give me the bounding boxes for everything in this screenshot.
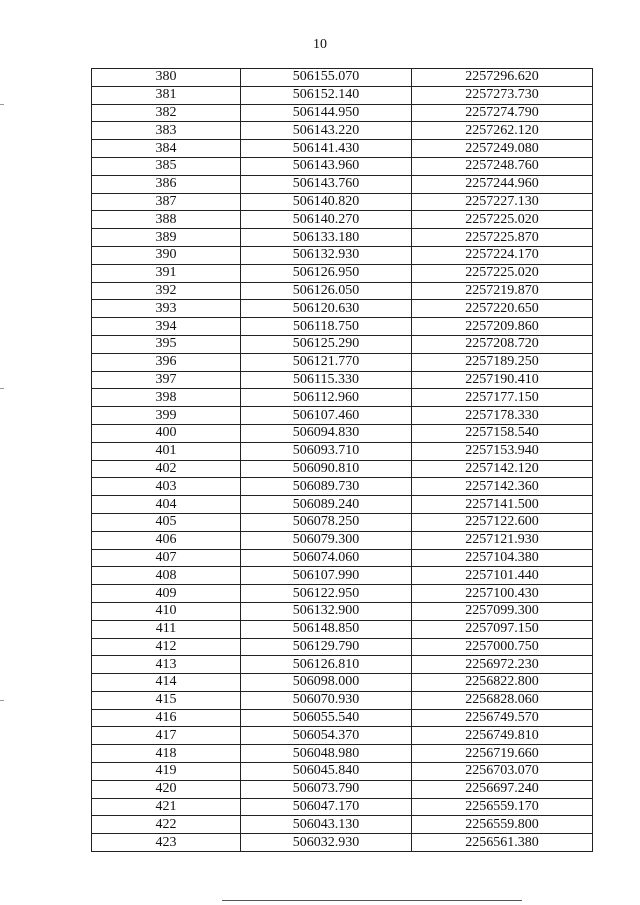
x-coordinate-cell: 506048.980 bbox=[241, 745, 412, 763]
point-number-cell: 401 bbox=[92, 442, 241, 460]
y-coordinate-cell: 2257225.020 bbox=[412, 264, 593, 282]
point-number-cell: 418 bbox=[92, 745, 241, 763]
x-coordinate-cell: 506089.730 bbox=[241, 478, 412, 496]
x-coordinate-cell: 506122.950 bbox=[241, 585, 412, 603]
table-row bbox=[92, 175, 593, 193]
point-number-cell: 392 bbox=[92, 282, 241, 300]
point-number-cell: 390 bbox=[92, 246, 241, 264]
y-coordinate-cell: 2257158.540 bbox=[412, 424, 593, 442]
x-coordinate-cell: 506129.790 bbox=[241, 638, 412, 656]
coordinates-table bbox=[91, 68, 593, 852]
table-row bbox=[92, 656, 593, 674]
point-number-cell: 391 bbox=[92, 264, 241, 282]
table-row bbox=[92, 478, 593, 496]
table-row bbox=[92, 709, 593, 727]
point-number-cell: 396 bbox=[92, 353, 241, 371]
y-coordinate-cell: 2257142.120 bbox=[412, 460, 593, 478]
point-number-cell: 405 bbox=[92, 513, 241, 531]
point-number-cell: 422 bbox=[92, 816, 241, 834]
y-coordinate-cell: 2257178.330 bbox=[412, 407, 593, 425]
table-row bbox=[92, 727, 593, 745]
x-coordinate-cell: 506120.630 bbox=[241, 300, 412, 318]
y-coordinate-cell: 2257248.760 bbox=[412, 157, 593, 175]
table-row bbox=[92, 798, 593, 816]
point-number-cell: 411 bbox=[92, 620, 241, 638]
point-number-cell: 385 bbox=[92, 157, 241, 175]
table-row bbox=[92, 407, 593, 425]
y-coordinate-cell: 2256561.380 bbox=[412, 834, 593, 852]
x-coordinate-cell: 506089.240 bbox=[241, 496, 412, 514]
x-coordinate-cell: 506112.960 bbox=[241, 389, 412, 407]
y-coordinate-cell: 2257225.020 bbox=[412, 211, 593, 229]
point-number-cell: 417 bbox=[92, 727, 241, 745]
y-coordinate-cell: 2256749.810 bbox=[412, 727, 593, 745]
coordinates-table-body bbox=[92, 69, 593, 852]
point-number-cell: 400 bbox=[92, 424, 241, 442]
point-number-cell: 395 bbox=[92, 335, 241, 353]
table-row bbox=[92, 282, 593, 300]
x-coordinate-cell: 506074.060 bbox=[241, 549, 412, 567]
point-number-cell: 398 bbox=[92, 389, 241, 407]
x-coordinate-cell: 506107.460 bbox=[241, 407, 412, 425]
x-coordinate-cell: 506144.950 bbox=[241, 104, 412, 122]
point-number-cell: 413 bbox=[92, 656, 241, 674]
table-row bbox=[92, 157, 593, 175]
point-number-cell: 420 bbox=[92, 780, 241, 798]
x-coordinate-cell: 506078.250 bbox=[241, 513, 412, 531]
point-number-cell: 419 bbox=[92, 763, 241, 781]
y-coordinate-cell: 2257141.500 bbox=[412, 496, 593, 514]
x-coordinate-cell: 506118.750 bbox=[241, 318, 412, 336]
table-row bbox=[92, 780, 593, 798]
table-row bbox=[92, 602, 593, 620]
point-number-cell: 388 bbox=[92, 211, 241, 229]
x-coordinate-cell: 506152.140 bbox=[241, 86, 412, 104]
x-coordinate-cell: 506140.820 bbox=[241, 193, 412, 211]
y-coordinate-cell: 2257249.080 bbox=[412, 140, 593, 158]
bottom-rule bbox=[222, 900, 522, 901]
x-coordinate-cell: 506126.810 bbox=[241, 656, 412, 674]
table-row bbox=[92, 264, 593, 282]
x-coordinate-cell: 506032.930 bbox=[241, 834, 412, 852]
y-coordinate-cell: 2256697.240 bbox=[412, 780, 593, 798]
x-coordinate-cell: 506073.790 bbox=[241, 780, 412, 798]
x-coordinate-cell: 506121.770 bbox=[241, 353, 412, 371]
x-coordinate-cell: 506143.220 bbox=[241, 122, 412, 140]
y-coordinate-cell: 2257142.360 bbox=[412, 478, 593, 496]
y-coordinate-cell: 2257122.600 bbox=[412, 513, 593, 531]
point-number-cell: 393 bbox=[92, 300, 241, 318]
table-row bbox=[92, 674, 593, 692]
table-row bbox=[92, 193, 593, 211]
table-row bbox=[92, 442, 593, 460]
y-coordinate-cell: 2257104.380 bbox=[412, 549, 593, 567]
y-coordinate-cell: 2257296.620 bbox=[412, 69, 593, 87]
x-coordinate-cell: 506107.990 bbox=[241, 567, 412, 585]
point-number-cell: 381 bbox=[92, 86, 241, 104]
x-coordinate-cell: 506125.290 bbox=[241, 335, 412, 353]
point-number-cell: 397 bbox=[92, 371, 241, 389]
table-row bbox=[92, 638, 593, 656]
x-coordinate-cell: 506115.330 bbox=[241, 371, 412, 389]
point-number-cell: 382 bbox=[92, 104, 241, 122]
y-coordinate-cell: 2257100.430 bbox=[412, 585, 593, 603]
table-row bbox=[92, 763, 593, 781]
x-coordinate-cell: 506132.930 bbox=[241, 246, 412, 264]
x-coordinate-cell: 506054.370 bbox=[241, 727, 412, 745]
point-number-cell: 384 bbox=[92, 140, 241, 158]
point-number-cell: 399 bbox=[92, 407, 241, 425]
y-coordinate-cell: 2257153.940 bbox=[412, 442, 593, 460]
y-coordinate-cell: 2257224.170 bbox=[412, 246, 593, 264]
table-row bbox=[92, 691, 593, 709]
y-coordinate-cell: 2257101.440 bbox=[412, 567, 593, 585]
x-coordinate-cell: 506045.840 bbox=[241, 763, 412, 781]
y-coordinate-cell: 2257274.790 bbox=[412, 104, 593, 122]
table-row bbox=[92, 211, 593, 229]
point-number-cell: 414 bbox=[92, 674, 241, 692]
table-row bbox=[92, 745, 593, 763]
table-row bbox=[92, 816, 593, 834]
x-coordinate-cell: 506090.810 bbox=[241, 460, 412, 478]
point-number-cell: 416 bbox=[92, 709, 241, 727]
y-coordinate-cell: 2256822.800 bbox=[412, 674, 593, 692]
x-coordinate-cell: 506070.930 bbox=[241, 691, 412, 709]
point-number-cell: 380 bbox=[92, 69, 241, 87]
y-coordinate-cell: 2257000.750 bbox=[412, 638, 593, 656]
x-coordinate-cell: 506126.950 bbox=[241, 264, 412, 282]
point-number-cell: 394 bbox=[92, 318, 241, 336]
point-number-cell: 386 bbox=[92, 175, 241, 193]
point-number-cell: 383 bbox=[92, 122, 241, 140]
x-coordinate-cell: 506148.850 bbox=[241, 620, 412, 638]
y-coordinate-cell: 2257244.960 bbox=[412, 175, 593, 193]
table-row bbox=[92, 496, 593, 514]
x-coordinate-cell: 506126.050 bbox=[241, 282, 412, 300]
table-row bbox=[92, 834, 593, 852]
scan-edge-mark bbox=[0, 700, 4, 701]
y-coordinate-cell: 2257219.870 bbox=[412, 282, 593, 300]
y-coordinate-cell: 2257209.860 bbox=[412, 318, 593, 336]
y-coordinate-cell: 2257273.730 bbox=[412, 86, 593, 104]
x-coordinate-cell: 506055.540 bbox=[241, 709, 412, 727]
y-coordinate-cell: 2257097.150 bbox=[412, 620, 593, 638]
table-row bbox=[92, 531, 593, 549]
table-row bbox=[92, 246, 593, 264]
y-coordinate-cell: 2257225.870 bbox=[412, 229, 593, 247]
point-number-cell: 410 bbox=[92, 602, 241, 620]
y-coordinate-cell: 2257099.300 bbox=[412, 602, 593, 620]
table-row bbox=[92, 140, 593, 158]
point-number-cell: 421 bbox=[92, 798, 241, 816]
table-row bbox=[92, 229, 593, 247]
x-coordinate-cell: 506094.830 bbox=[241, 424, 412, 442]
point-number-cell: 408 bbox=[92, 567, 241, 585]
x-coordinate-cell: 506140.270 bbox=[241, 211, 412, 229]
x-coordinate-cell: 506143.760 bbox=[241, 175, 412, 193]
y-coordinate-cell: 2257208.720 bbox=[412, 335, 593, 353]
table-row bbox=[92, 585, 593, 603]
table-row bbox=[92, 389, 593, 407]
point-number-cell: 387 bbox=[92, 193, 241, 211]
x-coordinate-cell: 506132.900 bbox=[241, 602, 412, 620]
table-row bbox=[92, 460, 593, 478]
table-row bbox=[92, 300, 593, 318]
table-row bbox=[92, 335, 593, 353]
table-row bbox=[92, 620, 593, 638]
point-number-cell: 415 bbox=[92, 691, 241, 709]
x-coordinate-cell: 506043.130 bbox=[241, 816, 412, 834]
x-coordinate-cell: 506141.430 bbox=[241, 140, 412, 158]
table-row bbox=[92, 353, 593, 371]
y-coordinate-cell: 2257190.410 bbox=[412, 371, 593, 389]
point-number-cell: 389 bbox=[92, 229, 241, 247]
y-coordinate-cell: 2256749.570 bbox=[412, 709, 593, 727]
point-number-cell: 412 bbox=[92, 638, 241, 656]
point-number-cell: 409 bbox=[92, 585, 241, 603]
table-row bbox=[92, 371, 593, 389]
y-coordinate-cell: 2256972.230 bbox=[412, 656, 593, 674]
y-coordinate-cell: 2256703.070 bbox=[412, 763, 593, 781]
point-number-cell: 403 bbox=[92, 478, 241, 496]
y-coordinate-cell: 2257220.650 bbox=[412, 300, 593, 318]
table-row bbox=[92, 424, 593, 442]
page-number: 10 bbox=[313, 37, 327, 52]
x-coordinate-cell: 506098.000 bbox=[241, 674, 412, 692]
point-number-cell: 402 bbox=[92, 460, 241, 478]
y-coordinate-cell: 2256828.060 bbox=[412, 691, 593, 709]
point-number-cell: 404 bbox=[92, 496, 241, 514]
y-coordinate-cell: 2256559.170 bbox=[412, 798, 593, 816]
table-row bbox=[92, 69, 593, 87]
point-number-cell: 406 bbox=[92, 531, 241, 549]
scan-edge-mark bbox=[0, 104, 4, 105]
y-coordinate-cell: 2257121.930 bbox=[412, 531, 593, 549]
y-coordinate-cell: 2257189.250 bbox=[412, 353, 593, 371]
table-row bbox=[92, 318, 593, 336]
table-row bbox=[92, 549, 593, 567]
y-coordinate-cell: 2257262.120 bbox=[412, 122, 593, 140]
table-row bbox=[92, 104, 593, 122]
x-coordinate-cell: 506079.300 bbox=[241, 531, 412, 549]
y-coordinate-cell: 2256719.660 bbox=[412, 745, 593, 763]
y-coordinate-cell: 2257177.150 bbox=[412, 389, 593, 407]
x-coordinate-cell: 506133.180 bbox=[241, 229, 412, 247]
y-coordinate-cell: 2256559.800 bbox=[412, 816, 593, 834]
point-number-cell: 423 bbox=[92, 834, 241, 852]
table-row bbox=[92, 86, 593, 104]
scan-edge-mark bbox=[0, 388, 4, 389]
table-row bbox=[92, 513, 593, 531]
x-coordinate-cell: 506093.710 bbox=[241, 442, 412, 460]
point-number-cell: 407 bbox=[92, 549, 241, 567]
x-coordinate-cell: 506047.170 bbox=[241, 798, 412, 816]
y-coordinate-cell: 2257227.130 bbox=[412, 193, 593, 211]
x-coordinate-cell: 506143.960 bbox=[241, 157, 412, 175]
table-row bbox=[92, 567, 593, 585]
table-row bbox=[92, 122, 593, 140]
x-coordinate-cell: 506155.070 bbox=[241, 69, 412, 87]
